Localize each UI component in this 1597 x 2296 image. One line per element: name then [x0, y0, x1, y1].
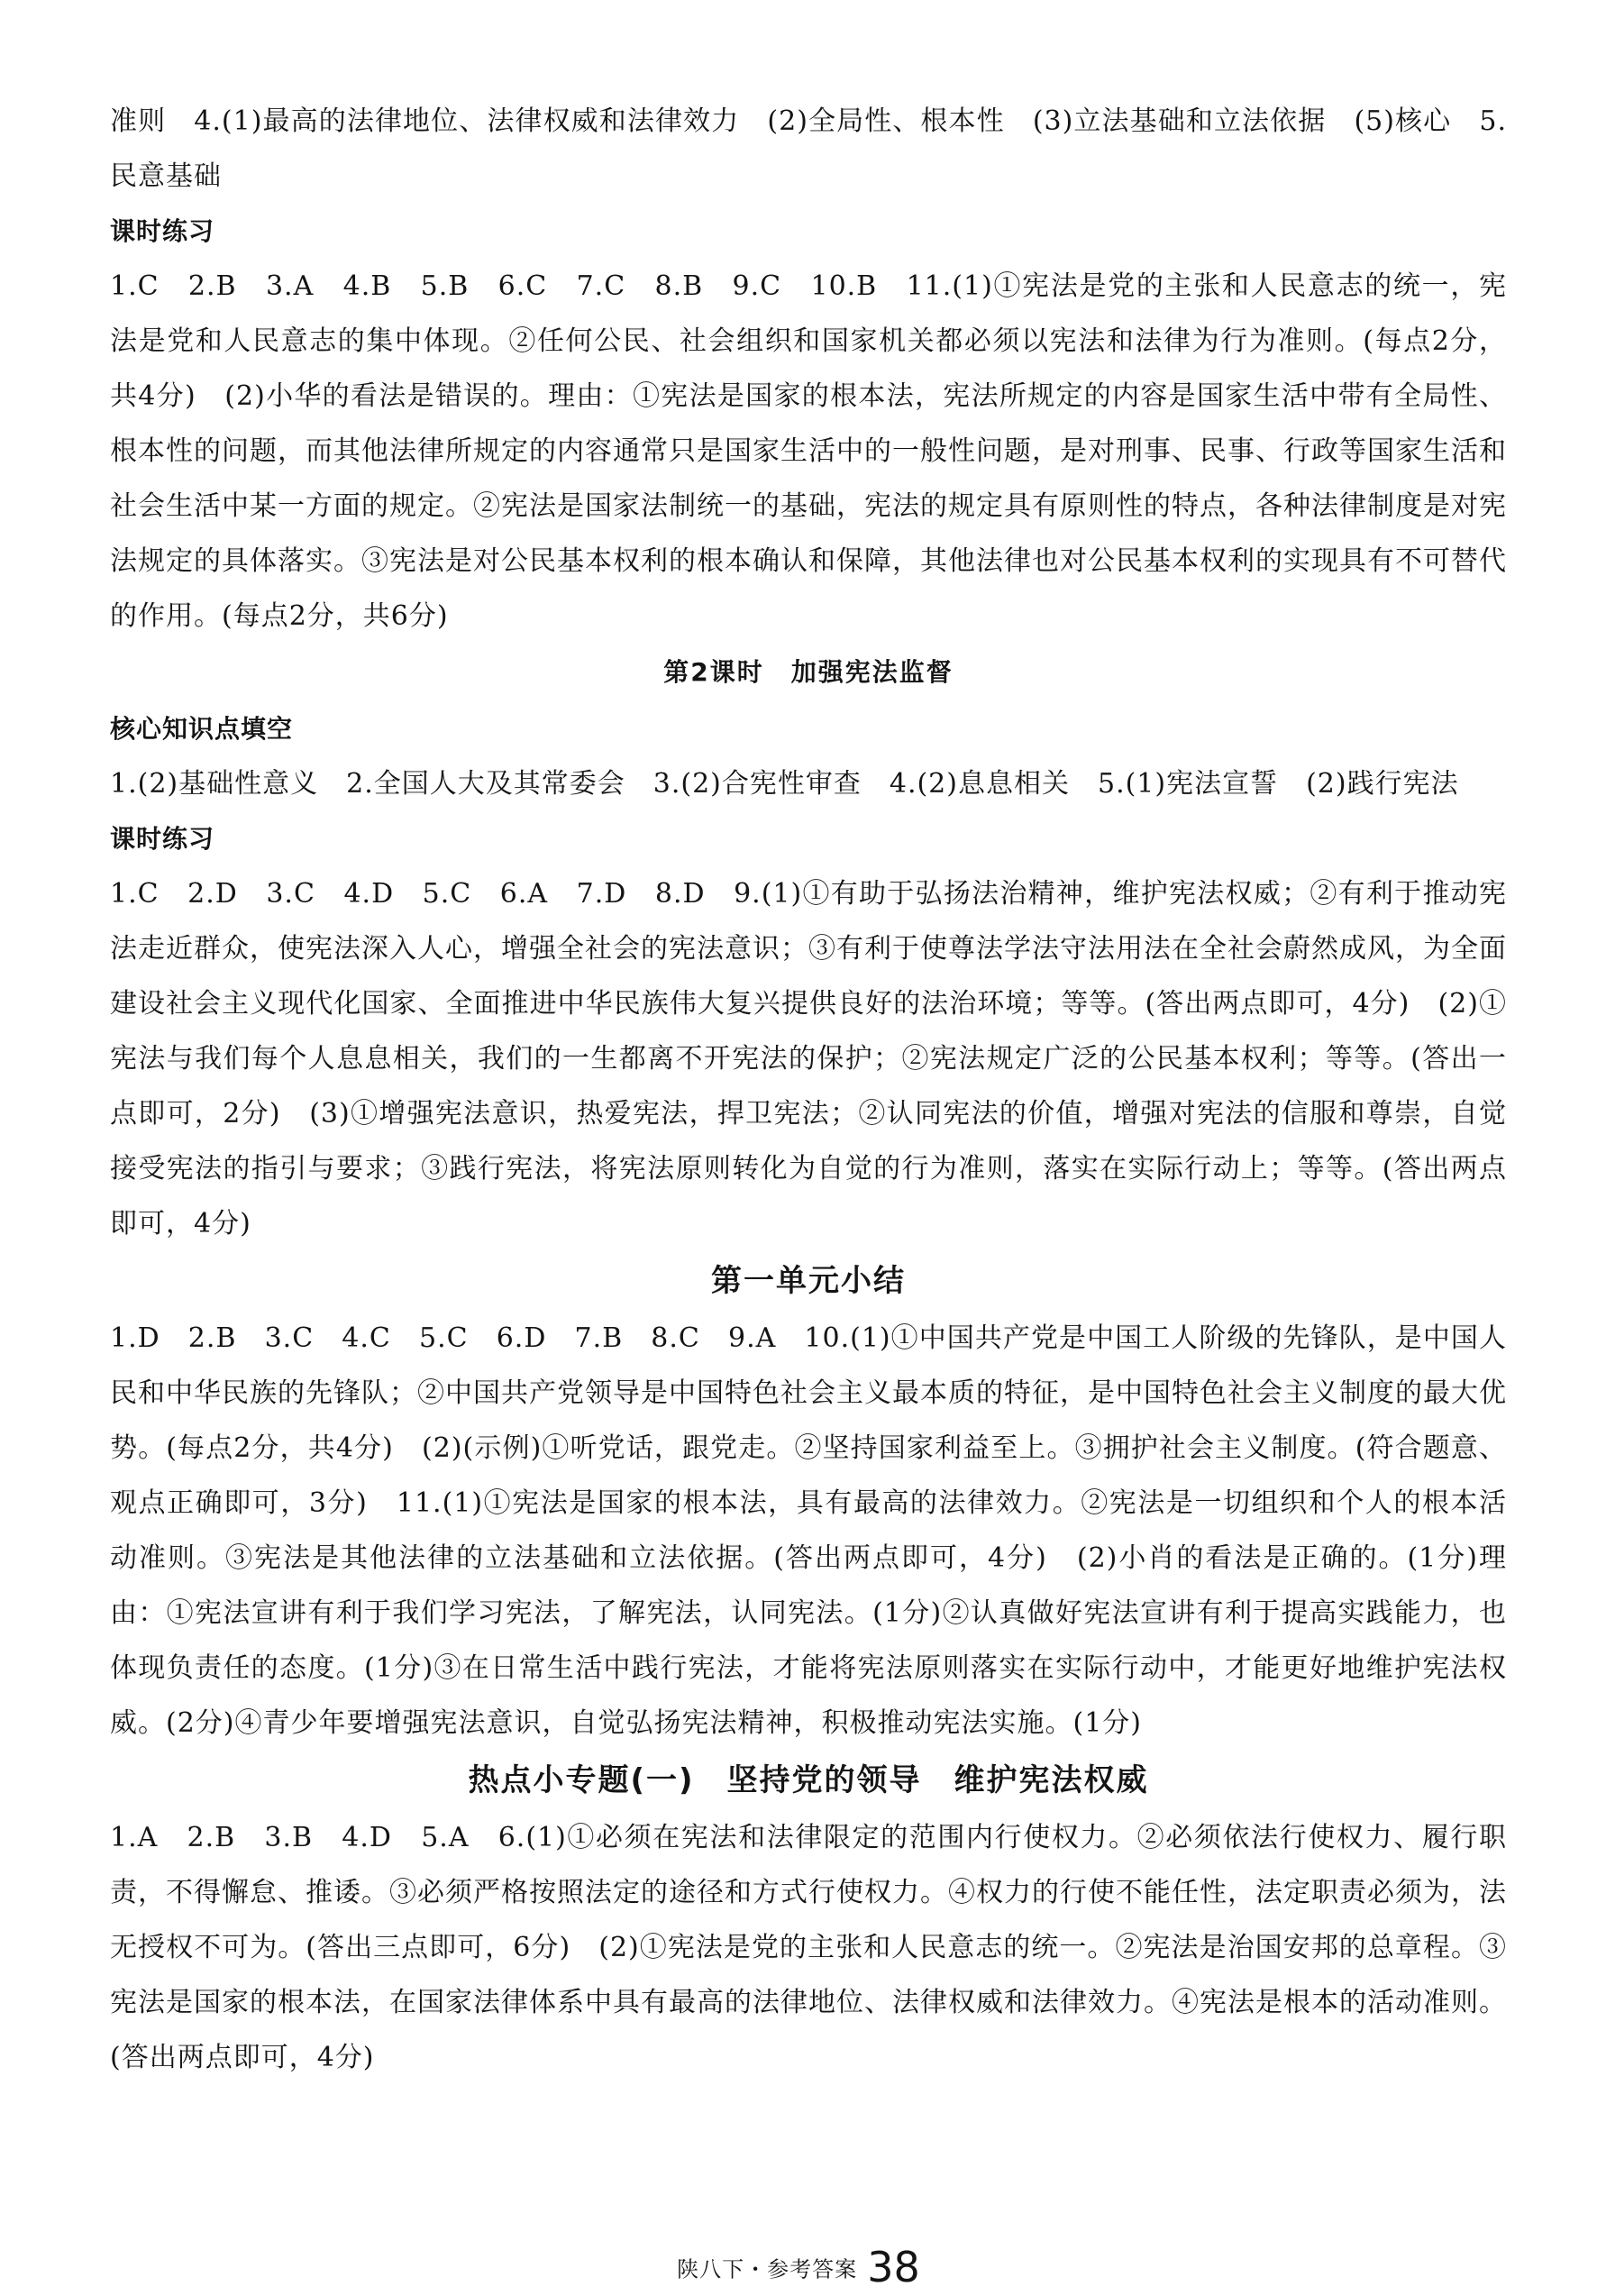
answer-paragraph: 1.A 2.B 3.B 4.D 5.A 6.(1)①必须在宪法和法律限定的范围内行使权力。②必须依法行使权力、履行职责，不得懈怠、推诿。③必须严格按照法定的途径和方式行使权力。④权力的行使不能任性，法定职责必须为，法无授权不可为。(答出三点即可，6分) (2)①宪法是党的主张和人民意志的统一。②宪法是治国安邦的总章程。③宪法是国家的根本法，在国家法律体系中具有最高的法律地位、法律权威和法律效力。④宪法是根本的活动准则。(答出两点即可，4分)	[110, 1822, 1507, 2073]
section-title: 第2课时 加强宪法监督	[663, 657, 954, 687]
subsection-heading: 课时练习	[110, 216, 215, 246]
answer-paragraph: 1.C 2.B 3.A 4.B 5.B 6.C 7.C 8.B 9.C 10.B 11.(1)①宪法是党的主张和人民意志的统一，宪法是党和人民意志的集中体现。②任何公民、社会组织和国家机关都必须以宪法和法律为行为准则。(每点2分，共4分) (2)小华的看法是错误的。理由：①宪法是国家的根本法，宪法所规定的内容是国家生活中带有全局性、根本性的问题，而其他法律所规定的内容通常只是国家生活中的一般性问题，是对刑事、民事、行政等国家生活和社会生活中某一方面的规定。②宪法是国家法制统一的基础，宪法的规定具有原则性的特点，各种法律制度是对宪法规定的具体落实。③宪法是对公民基本权利的根本确认和保障，其他法律也对公民基本权利的实现具有不可替代的作用。(每点2分，共6分)	[110, 270, 1507, 632]
answer-paragraph: 1.C 2.D 3.C 4.D 5.C 6.A 7.D 8.D 9.(1)①有助于弘扬法治精神，维护宪法权威；②有利于推动宪法走近群众，使宪法深入人心，增强全社会的宪法意识；③有利于使尊法学法守法用法在全社会蔚然成风，为全面建设社会主义现代化国家、全面推进中华民族伟大复兴提供良好的法治环境；等等。(答出两点即可，4分) (2)①宪法与我们每个人息息相关，我们的一生都离不开宪法的保护；②宪法规定广泛的公民基本权利；等等。(答出一点即可，2分) (3)①增强宪法意识，热爱宪法，捍卫宪法；②认同宪法的价值，增强对宪法的信服和尊崇，自觉接受宪法的指引与要求；③践行宪法，将宪法原则转化为自觉的行为准则，落实在实际行动上；等等。(答出两点即可，4分)	[110, 878, 1507, 1239]
subsection-heading: 核心知识点填空	[110, 714, 294, 744]
answer-paragraph: 准则 4.(1)最高的法律地位、法律权威和法律效力 (2)全局性、根本性 (3)立法基础和立法依据 (5)核心 5.民意基础	[110, 105, 1507, 192]
section-title: 热点小专题(一) 坚持党的领导 维护宪法权威	[468, 1762, 1149, 1798]
subsection-heading: 课时练习	[110, 824, 215, 854]
answer-paragraph: 1.D 2.B 3.C 4.C 5.C 6.D 7.B 8.C 9.A 10.(1)①中国共产党是中国工人阶级的先锋队，是中国人民和中华民族的先锋队；②中国共产党领导是中国特色社会主义最本质的特征，是中国特色社会主义制度的最大优势。(每点2分，共4分) (2)(示例)①听党话，跟党走。②坚持国家利益至上。③拥护社会主义制度。(符合题意、观点正确即可，3分) 11.(1)①宪法是国家的根本法，具有最高的法律效力。②宪法是一切组织和个人的根本活动准则。③宪法是其他法律的立法基础和立法依据。(答出两点即可，4分) (2)小肖的看法是正确的。(1分)理由：①宪法宣讲有利于我们学习宪法，了解宪法，认同宪法。(1分)②认真做好宪法宣讲有利于提高实践能力，也体现负责任的态度。(1分)③在日常生活中践行宪法，才能将宪法原则落实在实际行动中，才能更好地维护宪法权威。(2分)④青少年要增强宪法意识，自觉弘扬宪法精神，积极推动宪法实施。(1分)	[110, 1322, 1507, 1739]
footer-label: 陕八下・参考答案	[677, 2256, 858, 2282]
page-number: 38	[867, 2243, 920, 2291]
section-title: 第一单元小结	[711, 1263, 906, 1299]
answer-page	[110, 94, 1507, 2085]
answer-paragraph: 1.(2)基础性意义 2.全国人大及其常委会 3.(2)合宪性审查 4.(2)息息相关 5.(1)宪法宣誓 (2)践行宪法	[110, 768, 1459, 800]
page-footer	[0, 2243, 1597, 2291]
